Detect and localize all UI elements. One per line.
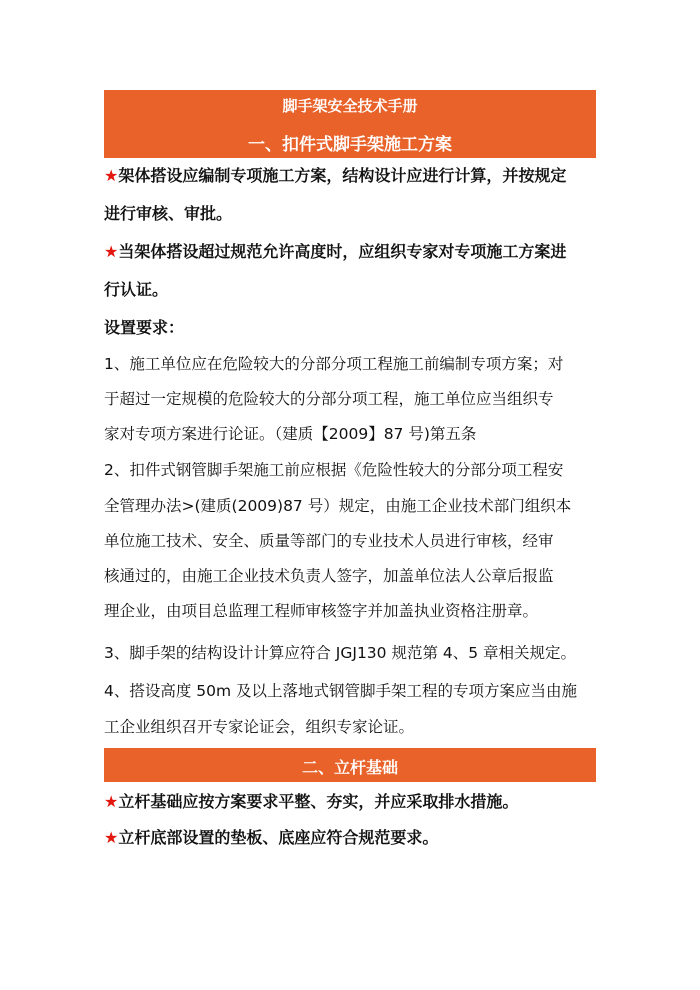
item-line: 单位施工技术、安全、质量等部门的专业技术人员进行审核，经审 [104, 532, 554, 550]
bullet-line: ★立杆基础应按方案要求平整、夯实，并应采取排水措施。 [104, 792, 519, 811]
item-line: 工企业组织召开专家论证会，组织专家论证。 [104, 718, 415, 736]
document-title: 脚手架安全技术手册 [282, 97, 418, 115]
section2-title: 二、立杆基础 [301, 758, 398, 777]
section1-title: 一、扣件式脚手架施工方案 [248, 135, 452, 155]
bullet-line: ★立杆底部设置的垫板、底座应符合规范要求。 [104, 828, 439, 847]
star-icon: ★ [104, 242, 119, 261]
item-line: 核通过的，由施工企业技术负责人签字，加盖单位法人公章后报监 [104, 567, 554, 585]
item-line: 2、扣件式钢管脚手架施工前应根据《危险性较大的分部分项工程安 [104, 461, 564, 479]
star-icon: ★ [104, 166, 119, 185]
bullet-line: 行认证。 [104, 280, 169, 299]
item-line: 于超过一定规模的危险较大的分部分项工程，施工单位应当组织专 [104, 390, 554, 408]
section1-banner [104, 122, 596, 158]
bullet-line: ★当架体搭设超过规范允许高度时，应组织专家对专项施工方案进 [104, 242, 567, 261]
item-line: 4、搭设高度 50m 及以上落地式钢管脚手架工程的专项方案应当由施 [104, 682, 578, 700]
star-icon: ★ [104, 828, 119, 847]
item-line: 1、施工单位应在危险较大的分部分项工程施工前编制专项方案；对 [104, 355, 564, 373]
bullet-line: 进行审核、审批。 [104, 204, 233, 223]
section2-banner [104, 748, 596, 782]
item-line: 理企业，由项目总监理工程师审核签字并加盖执业资格注册章。 [104, 602, 539, 620]
title-banner [104, 90, 596, 122]
subheading: 设置要求： [104, 318, 185, 337]
item-line: 全管理办法>(建质(2009)87 号）规定，由施工企业技术部门组织本 [104, 497, 572, 515]
item-line: 家对专项方案进行论证。（建质【2009】87 号)第五条 [104, 425, 477, 443]
star-icon: ★ [104, 792, 119, 811]
item-line: 3、脚手架的结构设计计算应符合 JGJ130 规范第 4、5 章相关规定。 [104, 644, 577, 662]
bullet-line: ★架体搭设应编制专项施工方案，结构设计应进行计算，并按规定 [104, 166, 567, 185]
